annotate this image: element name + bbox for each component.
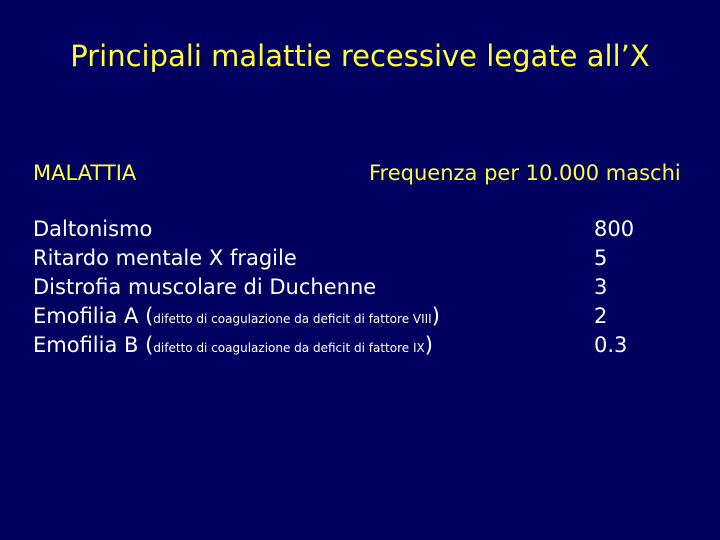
column-header-disease: MALATTIA (33, 161, 137, 185)
table-row (33, 244, 683, 273)
disease-note: difetto di coagulazione da deficit di fattore VIII (153, 312, 432, 326)
note-open-paren: ( (145, 333, 154, 357)
disease-name: Ritardo mentale X fragile (33, 246, 297, 270)
frequency-value: 2 (594, 304, 608, 328)
note-close-paren: ) (431, 304, 440, 328)
note-close-paren: ) (424, 333, 433, 357)
frequency-value: 800 (594, 217, 635, 241)
table-row (33, 331, 683, 360)
frequency-value: 0.3 (594, 333, 628, 357)
note-open-paren: ( (145, 304, 154, 328)
table-row (33, 302, 683, 331)
disease-name: Emofilia B (difetto di coagulazione da deficit di fattore IX) (33, 333, 433, 357)
frequency-value: 3 (594, 275, 608, 299)
disease-name: Distrofia muscolare di Duchenne (33, 275, 377, 299)
disease-note: difetto di coagulazione da deficit di fattore IX (153, 341, 425, 355)
disease-name: Daltonismo (33, 217, 153, 241)
disease-name: Emofilia A (difetto di coagulazione da deficit di fattore VIII) (33, 304, 440, 328)
column-header-frequency: Frequenza per 10.000 maschi (369, 161, 681, 185)
frequency-value: 5 (594, 246, 608, 270)
table-row (33, 215, 683, 244)
disease-table (33, 215, 683, 360)
slide-title: Principali malattie recessive legate all’X (70, 39, 650, 73)
table-row (33, 273, 683, 302)
